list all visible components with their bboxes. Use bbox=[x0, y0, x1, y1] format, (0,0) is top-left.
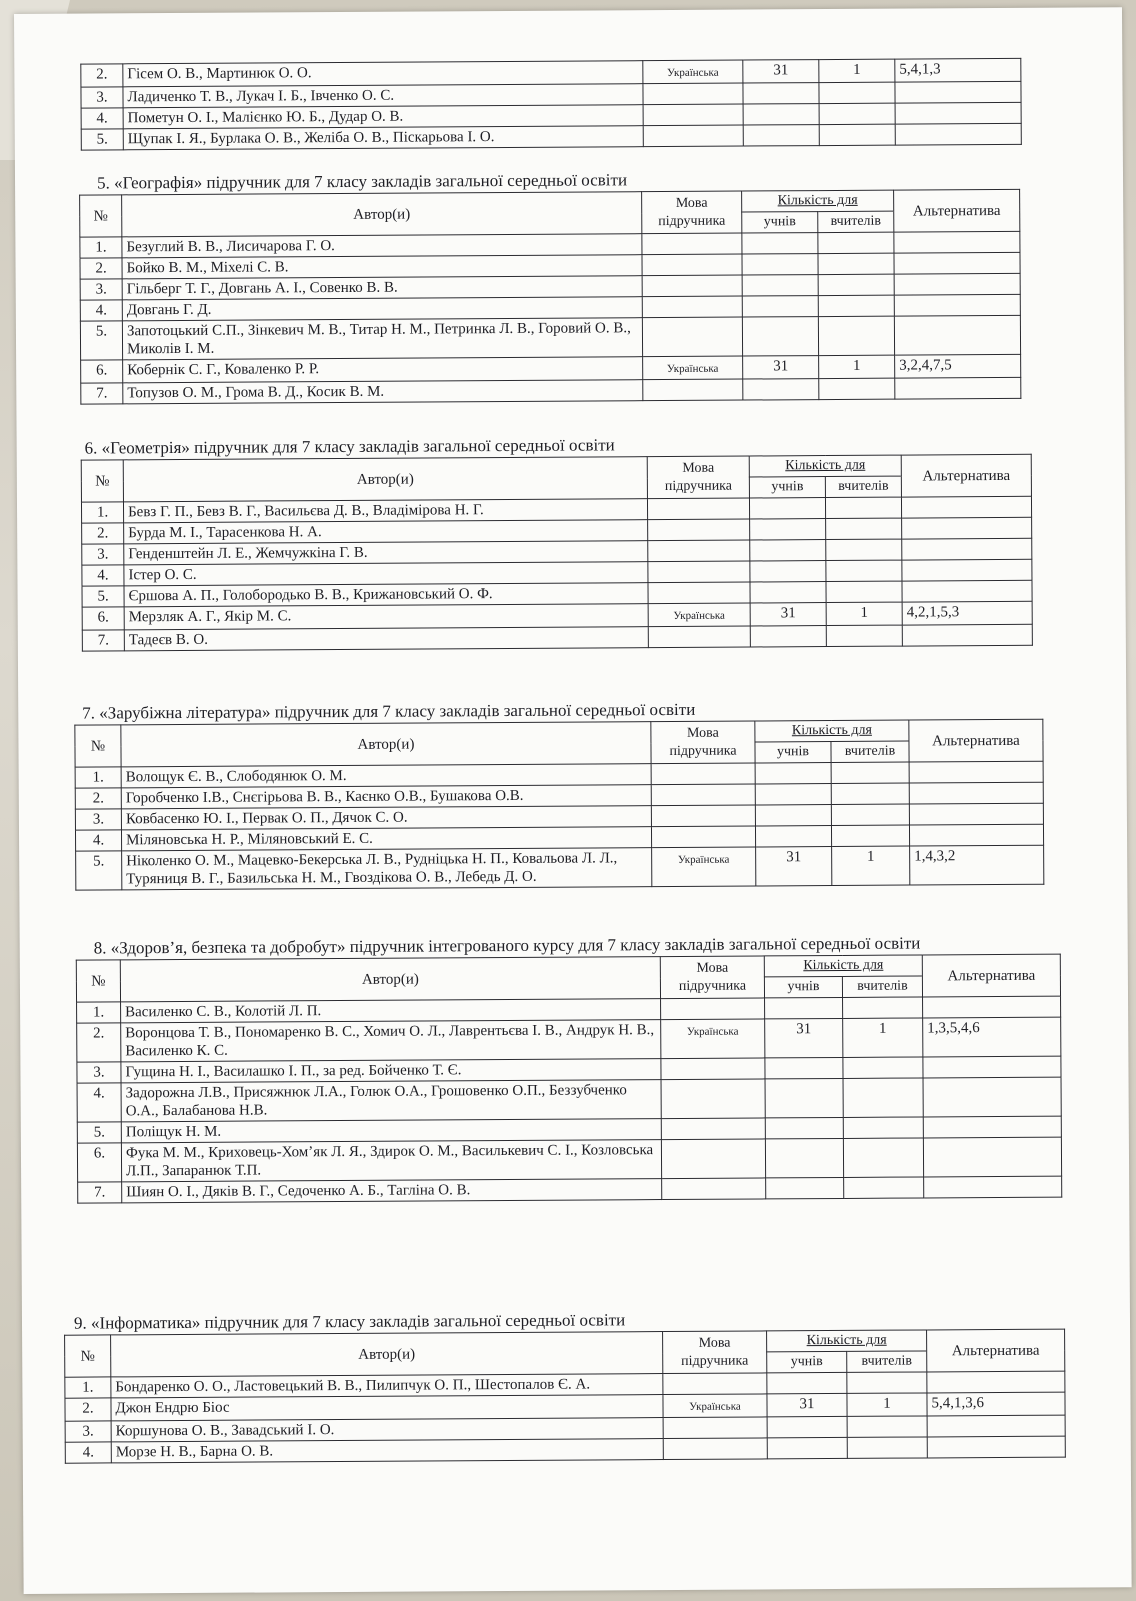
author-cell: Ковбасенко Ю. І., Первак О. П., Дячок С. О. bbox=[121, 806, 651, 830]
column-header-language: Мова підручника bbox=[642, 191, 742, 234]
language-cell bbox=[643, 379, 743, 401]
students-count-cell bbox=[750, 626, 826, 647]
author-cell: Задорожна Л.В., Присяжнюк Л.А., Голюк О.А., Грошовенко О.П., Беззубченко О.А., Балабанова Н.В. bbox=[121, 1080, 661, 1122]
teachers-count-cell bbox=[826, 560, 902, 581]
language-cell bbox=[648, 540, 750, 562]
language-cell bbox=[661, 1079, 765, 1119]
students-count-cell: 31 bbox=[765, 1018, 843, 1057]
students-count-cell bbox=[743, 83, 819, 104]
table-row bbox=[81, 123, 1021, 150]
teachers-count-cell bbox=[843, 1138, 923, 1177]
author-cell: Щупак І. Я., Бурлака О. В., Желіба О. В., Піскарьова І. О. bbox=[123, 126, 643, 150]
teachers-count-cell bbox=[819, 124, 895, 145]
column-header-number: № bbox=[75, 725, 121, 767]
alternative-cell bbox=[895, 377, 1021, 399]
row-number: 3. bbox=[75, 809, 121, 830]
author-cell: Тадеєв В. О. bbox=[124, 627, 648, 651]
column-header-language: Мова підручника bbox=[651, 721, 755, 764]
alternative-cell: 5,4,1,3,6 bbox=[927, 1392, 1065, 1416]
column-header-alternative: Альтернатива bbox=[901, 454, 1031, 497]
language-cell bbox=[663, 1417, 767, 1439]
row-number: 7. bbox=[81, 383, 123, 404]
row-number: 4. bbox=[81, 108, 123, 129]
author-cell: Воронцова Т. В., Пономаренко В. С., Хомич О. Л., Лаврентьєва І. В., Андрук Н. В., Василенко К. С. bbox=[121, 1020, 661, 1062]
students-count-cell bbox=[767, 1437, 847, 1458]
teachers-count-cell: 1 bbox=[819, 355, 895, 378]
language-cell bbox=[642, 317, 742, 357]
author-cell: Бондаренко О. О., Ластовецький В. В., Пилипчук О. П., Шестопалов Є. А. bbox=[111, 1374, 663, 1398]
teachers-count-cell bbox=[826, 518, 902, 539]
row-number: 5. bbox=[81, 129, 123, 150]
author-cell: Волощук Є. В., Слободянюк О. М. bbox=[121, 764, 651, 788]
teachers-count-cell bbox=[826, 625, 902, 646]
language-cell: Українська bbox=[663, 1394, 767, 1418]
table-row bbox=[76, 845, 1044, 890]
column-header-count: Кількість для bbox=[764, 955, 922, 977]
column-header-alternative: Альтернатива bbox=[894, 189, 1020, 232]
alternative-cell bbox=[924, 1176, 1062, 1198]
students-count-cell bbox=[755, 784, 831, 805]
author-cell: Морзе Н. В., Барна О. В. bbox=[111, 1439, 663, 1463]
language-cell bbox=[662, 1178, 766, 1200]
alternative-cell bbox=[923, 1137, 1061, 1177]
language-cell bbox=[642, 233, 742, 255]
column-header-language: Мова підручника bbox=[660, 956, 764, 999]
column-header-author: Автор(и) bbox=[121, 722, 651, 767]
column-header-number: № bbox=[81, 460, 123, 502]
language-cell: Українська bbox=[652, 847, 756, 887]
students-count-cell bbox=[750, 540, 826, 561]
teachers-count-cell: 1 bbox=[843, 1018, 923, 1057]
language-cell bbox=[661, 1058, 765, 1080]
language-cell: Українська bbox=[648, 603, 750, 627]
teachers-count-cell bbox=[843, 1057, 923, 1078]
section-title: 9. «Інформатика» підручник для 7 класу закладів загальної середньої освіти bbox=[73, 1310, 626, 1333]
alternative-cell bbox=[894, 294, 1020, 316]
author-cell: Поліщук Н. М. bbox=[121, 1119, 661, 1143]
students-count-cell: 31 bbox=[767, 1393, 847, 1416]
students-count-cell: 31 bbox=[743, 60, 819, 83]
students-count-cell bbox=[743, 379, 819, 400]
language-cell bbox=[651, 763, 755, 785]
teachers-count-cell bbox=[844, 1177, 924, 1198]
students-count-cell bbox=[765, 1138, 843, 1177]
row-number: 4. bbox=[82, 565, 124, 586]
textbook-section bbox=[64, 1308, 1066, 1464]
column-header-teachers: вчителів bbox=[842, 976, 922, 997]
teachers-count-cell bbox=[826, 539, 902, 560]
students-count-cell bbox=[767, 1416, 847, 1437]
students-count-cell bbox=[755, 805, 831, 826]
alternative-cell bbox=[923, 1056, 1061, 1078]
author-cell: Фука М. М., Криховець-Хом’як Л. Я., Здирок О. М., Василькевич С. І., Козловська Л.П., Запаранюк Т.П. bbox=[121, 1140, 661, 1182]
language-cell bbox=[651, 826, 755, 848]
column-header-teachers: вчителів bbox=[825, 476, 901, 497]
language-cell bbox=[648, 626, 750, 648]
alternative-cell bbox=[895, 81, 1021, 103]
row-number: 3. bbox=[82, 544, 124, 565]
column-header-number: № bbox=[76, 960, 120, 1002]
column-header-author: Автор(и) bbox=[123, 457, 647, 502]
teachers-count-cell bbox=[818, 274, 894, 295]
row-number: 2. bbox=[65, 1398, 111, 1421]
author-cell: Бурда М. І., Тарасенкова Н. А. bbox=[124, 520, 648, 544]
author-cell: Пометун О. І., Малієнко Ю. Б., Дудар О. В. bbox=[123, 105, 643, 129]
author-cell: Коршунова О. В., Завадський І. О. bbox=[111, 1418, 663, 1442]
row-number: 1. bbox=[75, 767, 121, 788]
column-header-count: Кількість для bbox=[749, 455, 901, 477]
row-number: 1. bbox=[80, 237, 122, 258]
section-title: 6. «Геометрія» підручник для 7 класу закладів загальної середньої освіти bbox=[84, 435, 615, 458]
students-count-cell bbox=[755, 826, 831, 847]
language-cell bbox=[661, 1118, 765, 1140]
students-count-cell bbox=[742, 317, 818, 356]
table-row bbox=[82, 624, 1032, 651]
students-count-cell bbox=[765, 1117, 843, 1138]
textbook-table bbox=[64, 1329, 1066, 1464]
alternative-cell bbox=[909, 824, 1043, 846]
students-count-cell bbox=[767, 1372, 847, 1393]
section-title: 8. «Здоров’я, безпека та добробут» підручник інтегрованого курсу для 7 класу закладів загальної середньої освіти bbox=[93, 933, 921, 958]
textbook-table bbox=[81, 454, 1033, 652]
author-cell: Істер О. С. bbox=[124, 562, 648, 586]
teachers-count-cell: 1 bbox=[832, 846, 910, 885]
teachers-count-cell bbox=[818, 316, 894, 355]
textbook-section bbox=[81, 433, 1033, 652]
author-cell: Єршова А. П., Голобородько В. В., Крижановський О. Ф. bbox=[124, 583, 648, 607]
language-cell: Українська bbox=[643, 60, 743, 84]
row-number: 6. bbox=[77, 1143, 121, 1182]
students-count-cell: 31 bbox=[750, 603, 826, 626]
row-number: 2. bbox=[75, 788, 121, 809]
teachers-count-cell bbox=[843, 1117, 923, 1138]
column-header-teachers: вчителів bbox=[818, 211, 894, 232]
column-header-language: Мова підручника bbox=[663, 1331, 767, 1374]
students-count-cell bbox=[742, 233, 818, 254]
alternative-cell bbox=[895, 102, 1021, 124]
author-cell: Ніколенко О. М., Мацевко-Бекерська Л. В., Рудніцька Н. П., Ковальова Л. Л., Туряниця В. Г., Базильська Н. М., Гвоздікова О. В., Лебедь Д. О. bbox=[122, 848, 652, 890]
author-cell: Топузов О. М., Грома В. Д., Косик В. М. bbox=[123, 380, 643, 404]
students-count-cell: 31 bbox=[743, 356, 819, 379]
column-header-students: учнів bbox=[755, 742, 831, 763]
author-cell: Джон Ендрю Біос bbox=[111, 1395, 663, 1421]
language-cell bbox=[647, 498, 749, 520]
textbook-table bbox=[76, 954, 1062, 1204]
alternative-cell: 3,2,4,7,5 bbox=[895, 354, 1021, 378]
row-number: 5. bbox=[82, 586, 124, 607]
column-header-count: Кількість для bbox=[742, 190, 894, 212]
textbook-table bbox=[74, 719, 1044, 891]
author-cell: Запотоцький С.П., Зінкевич М. В., Титар Н. М., Петринка Л. В., Горовий О. В., Миколів І. М. bbox=[122, 318, 642, 360]
row-number: 5. bbox=[76, 851, 122, 890]
row-number: 3. bbox=[77, 1062, 121, 1083]
row-number: 3. bbox=[65, 1421, 111, 1442]
column-header-author: Автор(и) bbox=[122, 192, 642, 237]
row-number: 7. bbox=[82, 630, 124, 651]
teachers-count-cell bbox=[831, 762, 909, 783]
students-count-cell bbox=[743, 125, 819, 146]
alternative-cell bbox=[927, 1436, 1065, 1458]
author-cell: Довгань Г. Д. bbox=[122, 297, 642, 321]
author-cell: Міляновська Н. Р., Міляновський Е. С. bbox=[121, 827, 651, 851]
section-title: 5. «Географія» підручник для 7 класу закладів загальної середньої освіти bbox=[96, 170, 628, 193]
section-title: 7. «Зарубіжна література» підручник для 7 класу закладів загальної середньої освіти bbox=[82, 699, 696, 723]
students-count-cell bbox=[750, 519, 826, 540]
row-number: 3. bbox=[81, 87, 123, 108]
column-header-students: учнів bbox=[749, 477, 825, 498]
table-row bbox=[77, 1137, 1061, 1182]
table-row bbox=[77, 1017, 1061, 1062]
alternative-cell bbox=[927, 1371, 1065, 1393]
row-number: 4. bbox=[65, 1442, 111, 1463]
teachers-count-cell bbox=[847, 1372, 927, 1393]
alternative-cell bbox=[894, 252, 1020, 274]
author-cell: Гільберг Т. Г., Довгань А. І., Совенко В. В. bbox=[122, 276, 642, 300]
language-cell bbox=[642, 254, 742, 276]
column-header-author: Автор(и) bbox=[120, 957, 660, 1002]
top-table bbox=[80, 58, 1022, 151]
language-cell bbox=[648, 582, 750, 604]
column-header-students: учнів bbox=[742, 212, 818, 233]
alternative-cell bbox=[902, 624, 1032, 646]
students-count-cell bbox=[765, 1078, 843, 1117]
column-header-teachers: вчителів bbox=[831, 741, 909, 762]
teachers-count-cell: 1 bbox=[826, 602, 902, 625]
alternative-cell bbox=[923, 1116, 1061, 1138]
students-count-cell bbox=[742, 296, 818, 317]
row-number: 1. bbox=[65, 1377, 111, 1398]
column-header-alternative: Альтернатива bbox=[927, 1329, 1065, 1372]
teachers-count-cell bbox=[831, 783, 909, 804]
alternative-cell bbox=[909, 803, 1043, 825]
alternative-cell bbox=[923, 996, 1061, 1018]
language-cell bbox=[642, 275, 742, 297]
column-header-students: учнів bbox=[764, 976, 842, 997]
language-cell bbox=[642, 296, 742, 318]
language-cell: Українська bbox=[661, 1019, 765, 1059]
language-cell bbox=[648, 519, 750, 541]
alternative-cell bbox=[902, 559, 1032, 581]
language-cell bbox=[663, 1373, 767, 1395]
teachers-count-cell bbox=[826, 581, 902, 602]
column-header-count: Кількість для bbox=[755, 720, 909, 742]
author-cell: Ладиченко Т. В., Лукач І. Б., Івченко О. С. bbox=[123, 84, 643, 108]
alternative-cell bbox=[923, 1077, 1061, 1117]
teachers-count-cell bbox=[831, 825, 909, 846]
alternative-cell bbox=[927, 1415, 1065, 1437]
students-count-cell bbox=[749, 498, 825, 519]
teachers-count-cell bbox=[847, 1437, 927, 1458]
students-count-cell bbox=[750, 582, 826, 603]
language-cell: Українська bbox=[643, 356, 743, 380]
students-count-cell bbox=[766, 1177, 844, 1198]
teachers-count-cell bbox=[819, 103, 895, 124]
column-header-count: Кількість для bbox=[767, 1330, 927, 1352]
language-cell bbox=[661, 998, 765, 1020]
teachers-count-cell bbox=[818, 232, 894, 253]
table-row bbox=[80, 315, 1020, 360]
row-number: 1. bbox=[81, 502, 123, 523]
row-number: 4. bbox=[77, 1083, 121, 1122]
students-count-cell bbox=[765, 1057, 843, 1078]
author-cell: Гущина Н. І., Василашко І. П., за ред. Бойченко Т. Є. bbox=[121, 1059, 661, 1083]
students-count-cell bbox=[750, 561, 826, 582]
author-cell: Генденштейн Л. Е., Жемчужкіна Г. В. bbox=[124, 541, 648, 565]
language-cell bbox=[651, 805, 755, 827]
row-number: 2. bbox=[77, 1023, 121, 1062]
students-count-cell: 31 bbox=[756, 847, 832, 886]
column-header-alternative: Альтернатива bbox=[922, 954, 1060, 997]
language-cell bbox=[643, 125, 743, 147]
textbook-section bbox=[76, 933, 1063, 1204]
row-number: 4. bbox=[80, 300, 122, 321]
alternative-cell: 4,2,1,5,3 bbox=[902, 601, 1032, 625]
students-count-cell bbox=[742, 254, 818, 275]
students-count-cell bbox=[742, 275, 818, 296]
column-header-language: Мова підручника bbox=[647, 456, 749, 499]
author-cell: Кобернік С. Г., Коваленко Р. Р. bbox=[123, 357, 643, 383]
teachers-count-cell bbox=[843, 997, 923, 1018]
teachers-count-cell bbox=[825, 497, 901, 518]
teachers-count-cell bbox=[831, 804, 909, 825]
textbook-section bbox=[79, 168, 1021, 405]
language-cell bbox=[643, 104, 743, 126]
alternative-cell bbox=[909, 782, 1043, 804]
students-count-cell bbox=[755, 763, 831, 784]
alternative-cell bbox=[894, 273, 1020, 295]
row-number: 6. bbox=[82, 607, 124, 630]
row-number: 1. bbox=[77, 1002, 121, 1023]
column-header-students: учнів bbox=[767, 1351, 847, 1372]
students-count-cell bbox=[743, 104, 819, 125]
column-header-alternative: Альтернатива bbox=[909, 719, 1043, 762]
column-header-number: № bbox=[80, 195, 122, 237]
teachers-count-cell bbox=[818, 295, 894, 316]
author-cell: Мерзляк А. Г., Якір М. С. bbox=[124, 604, 648, 630]
author-cell: Безуглий В. В., Лисичарова Г. О. bbox=[122, 234, 642, 258]
alternative-cell bbox=[902, 538, 1032, 560]
teachers-count-cell bbox=[847, 1416, 927, 1437]
teachers-count-cell bbox=[819, 82, 895, 103]
language-cell bbox=[661, 1139, 765, 1179]
alternative-cell bbox=[894, 231, 1020, 253]
row-number: 7. bbox=[78, 1182, 122, 1203]
row-number: 5. bbox=[80, 321, 122, 360]
author-cell: Василенко С. В., Колотій Л. П. bbox=[121, 999, 661, 1023]
table-row bbox=[81, 377, 1021, 404]
textbook-section bbox=[74, 698, 1044, 891]
language-cell bbox=[648, 561, 750, 583]
author-cell: Шиян О. І., Дяків В. Г., Седоченко А. Б., Таглiна О. В. bbox=[122, 1179, 662, 1203]
row-number: 2. bbox=[81, 64, 123, 87]
teachers-count-cell: 1 bbox=[847, 1393, 927, 1416]
alternative-cell bbox=[902, 580, 1032, 602]
author-cell: Горобченко І.В., Снєгірьова В. В., Каєнко О.В., Бушакова О.В. bbox=[121, 785, 651, 809]
column-header-author: Автор(и) bbox=[111, 1332, 663, 1377]
row-number: 6. bbox=[81, 360, 123, 383]
language-cell bbox=[663, 1438, 767, 1460]
alternative-cell bbox=[895, 123, 1021, 145]
textbook-table bbox=[79, 189, 1021, 405]
students-count-cell bbox=[765, 997, 843, 1018]
table-row bbox=[77, 1077, 1061, 1122]
alternative-cell: 5,4,1,3 bbox=[895, 58, 1021, 82]
row-number: 4. bbox=[75, 830, 121, 851]
alternative-cell bbox=[909, 761, 1043, 783]
history-table-continuation bbox=[80, 58, 1022, 151]
alternative-cell bbox=[901, 496, 1031, 518]
teachers-count-cell bbox=[819, 378, 895, 399]
alternative-cell bbox=[902, 517, 1032, 539]
language-cell bbox=[651, 784, 755, 806]
alternative-cell: 1,3,5,4,6 bbox=[923, 1017, 1061, 1057]
author-cell: Гісем О. В., Мартинюк О. О. bbox=[123, 61, 643, 87]
alternative-cell: 1,4,3,2 bbox=[910, 845, 1044, 885]
language-cell bbox=[643, 83, 743, 105]
column-header-teachers: вчителів bbox=[847, 1351, 927, 1372]
teachers-count-cell bbox=[818, 253, 894, 274]
alternative-cell bbox=[894, 315, 1020, 355]
row-number: 3. bbox=[80, 279, 122, 300]
row-number: 5. bbox=[77, 1122, 121, 1143]
author-cell: Бевз Г. П., Бевз В. Г., Васильєва Д. В., Владімірова Н. Г. bbox=[123, 499, 647, 523]
teachers-count-cell: 1 bbox=[819, 59, 895, 82]
document-page bbox=[14, 7, 1132, 1594]
row-number: 2. bbox=[80, 258, 122, 279]
teachers-count-cell bbox=[843, 1078, 923, 1117]
row-number: 2. bbox=[82, 523, 124, 544]
author-cell: Бойко В. М., Міхелі С. В. bbox=[122, 255, 642, 279]
column-header-number: № bbox=[65, 1335, 111, 1377]
